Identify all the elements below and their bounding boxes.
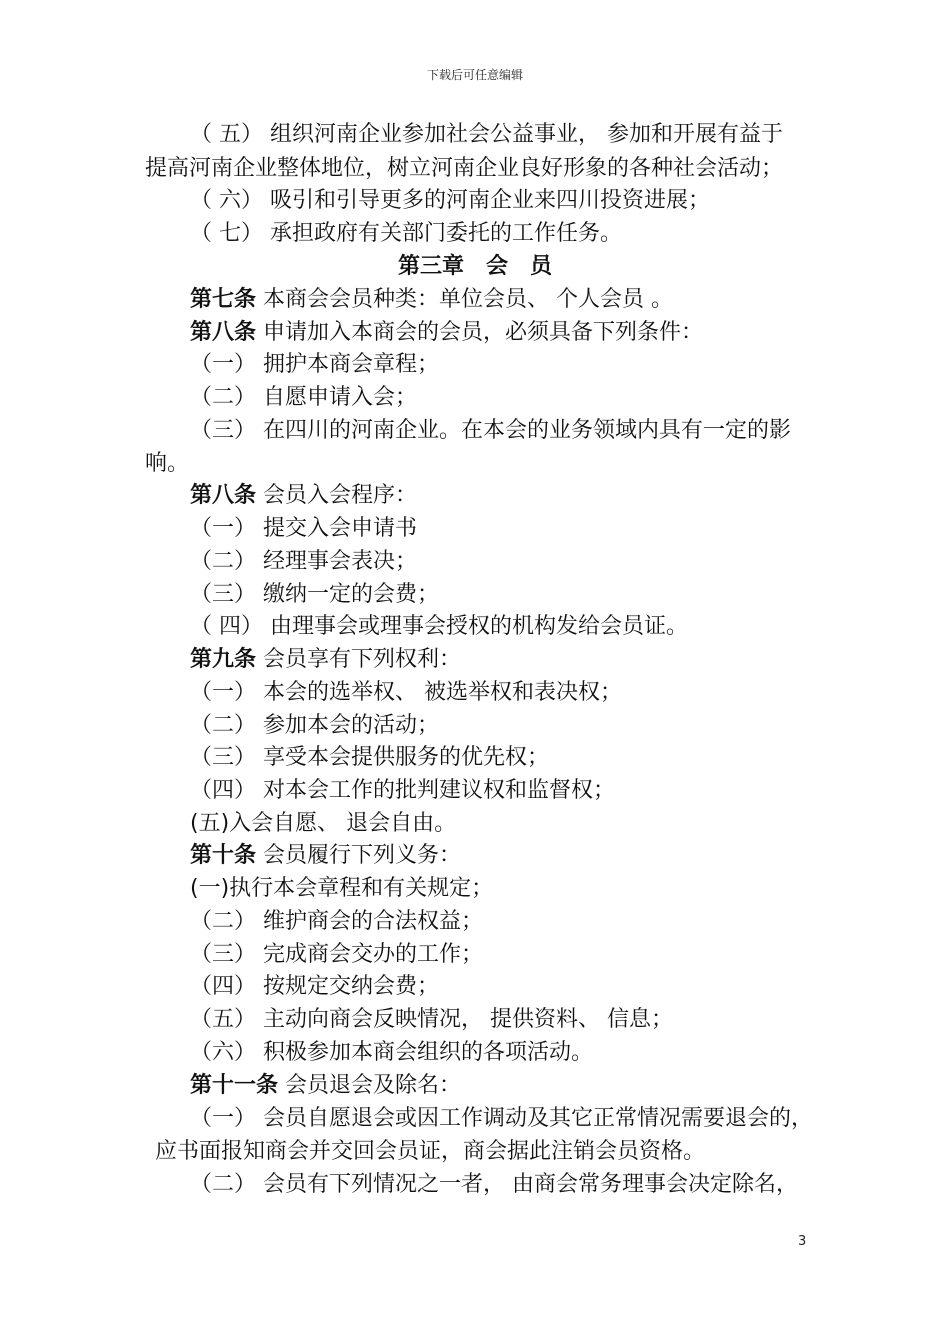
article-label: 第十一条 (190, 1073, 279, 1098)
paragraph-line: （ 七） 承担政府有关部门委托的工作任务。 (190, 221, 622, 246)
paragraph-line: （二） 维护商会的合法权益； (190, 909, 483, 934)
paragraph-line: （四） 按规定交纳会费； (190, 974, 439, 999)
article-line: 第十条 会员履行下列义务： (190, 843, 462, 868)
paragraph-line: （五） 主动向商会反映情况， 提供资料、 信息； (190, 1007, 673, 1032)
paragraph-line: （二） 经理事会表决； (190, 549, 417, 574)
paragraph-line: 应书面报知商会并交回会员证，商会据此注销会员资格。 (155, 1139, 706, 1164)
paragraph-line: （六） 积极参加本商会组织的各项活动。 (190, 1040, 593, 1065)
paragraph-line: （一） 提交入会申请书 (190, 516, 417, 541)
paragraph-line: （ 五） 组织河南企业参加社会公益事业， 参加和开展有益于 (190, 122, 783, 147)
paragraph-line: （一） 拥护本商会章程； (190, 352, 439, 377)
paragraph-line: （二） 会员有下列情况之一者， 由商会常务理事会决定除名， (190, 1172, 798, 1197)
paragraph-line: (五)入会自愿、 退会自由。 (190, 811, 457, 836)
paragraph-line: 提高河南企业整体地位，树立河南企业良好形象的各种社会活动； (145, 156, 784, 181)
article-line: 第八条 会员入会程序： (190, 483, 418, 508)
paragraph-line: (一)执行本会章程和有关规定； (190, 876, 494, 901)
page-header: 下载后可任意编辑 (426, 68, 523, 82)
article-label: 第七条 (190, 287, 257, 312)
paragraph-line: （ 四） 由理事会或理事会授权的机构发给会员证。 (190, 614, 688, 639)
article-label: 第八条 (190, 483, 257, 508)
article-line: 第七条 本商会会员种类：单位会员、 个人会员 。 (190, 287, 673, 312)
chapter-title: 第三章 会 员 (397, 254, 552, 279)
article-line: 第八条 申请加入本商会的会员，必须具备下列条件： (190, 320, 704, 345)
paragraph-line: 响。 (145, 451, 190, 476)
article-label: 第八条 (190, 320, 257, 345)
article-label: 第十条 (190, 843, 257, 868)
article-line: 第十一条 会员退会及除名： (190, 1073, 462, 1098)
paragraph-line: （二） 自愿申请入会； (190, 385, 417, 410)
paragraph-line: （三） 享受本会提供服务的优先权； (190, 745, 549, 770)
paragraph-line: （一） 本会的选举权、 被选举权和表决权； (190, 680, 622, 705)
article-line: 第九条 会员享有下列权利： (190, 647, 462, 672)
paragraph-line: （二） 参加本会的活动； (190, 713, 439, 738)
paragraph-line: （三） 缴纳一定的会费； (190, 582, 439, 607)
article-label: 第九条 (190, 647, 257, 672)
paragraph-line: （四） 对本会工作的批判建议权和监督权； (190, 778, 615, 803)
page-number: 3 (798, 1234, 807, 1249)
paragraph-line: （ 六） 吸引和引导更多的河南企业来四川投资进展； (190, 188, 710, 213)
paragraph-line: （一） 会员自愿退会或因工作调动及其它正常情况需要退会的， (190, 1106, 813, 1131)
paragraph-line: （三） 完成商会交办的工作； (190, 942, 483, 967)
paragraph-line: （三） 在四川的河南企业。在本会的业务领域内具有一定的影 (190, 418, 791, 443)
